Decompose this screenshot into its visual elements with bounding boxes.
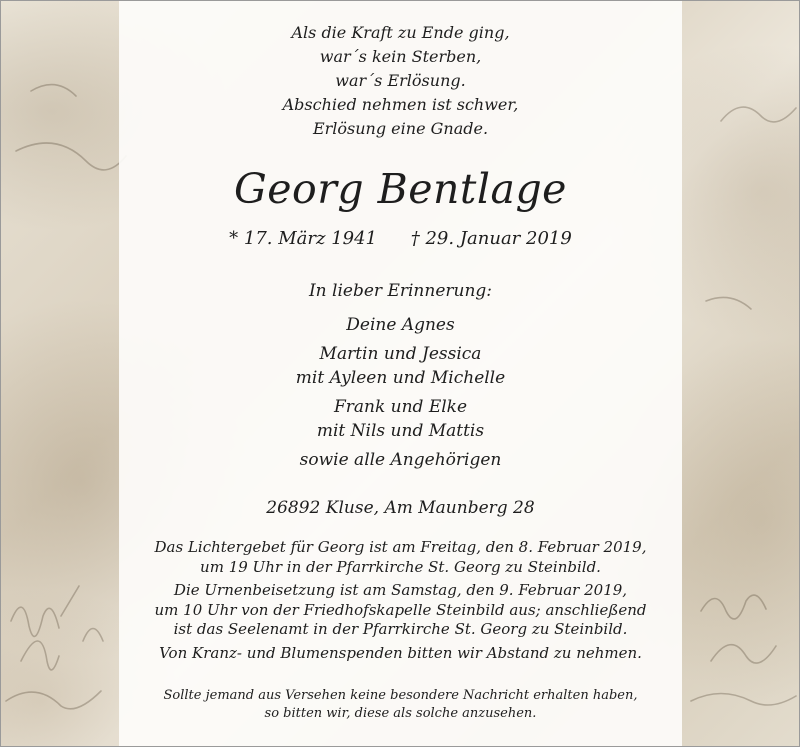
service-notices	[119, 538, 682, 667]
mourner-group	[119, 395, 682, 443]
footnote-line: Sollte jemand aus Versehen keine besondere Nachricht erhalten haben,	[163, 688, 638, 703]
poem-line: war´s Erlösung.	[335, 71, 466, 90]
life-dates	[119, 226, 682, 252]
poem-line: war´s kein Sterben,	[319, 47, 482, 66]
mourner-line: mit Ayleen und Michelle	[295, 368, 506, 388]
mourner-group	[119, 342, 682, 390]
notice-line: um 10 Uhr von der Friedhofskapelle Steinbild aus; anschließend	[154, 600, 647, 619]
text-panel	[119, 1, 682, 747]
mourner-group	[119, 313, 682, 337]
notice-line: Von Kranz- und Blumenspenden bitten wir Abstand zu nehmen.	[159, 643, 642, 662]
notice-line: ist das Seelenamt in der Pfarrkirche St. Georg zu Steinbild.	[173, 620, 628, 638]
notice-block	[119, 538, 682, 577]
mourner-group	[119, 448, 682, 472]
address: 26892 Kluse, Am Maunberg 28	[266, 498, 535, 518]
notice-line: Die Urnenbeisetzung ist am Samstag, den 9. Februar 2019,	[173, 581, 628, 599]
mourner-line: Martin und Jessica	[319, 344, 482, 364]
mourners-intro: In lieber Erinnerung:	[308, 281, 493, 301]
mourner-line: Deine Agnes	[346, 315, 455, 335]
poem-line: Erlösung eine Gnade.	[312, 119, 489, 138]
death-date: † 29. Januar 2019	[410, 228, 572, 249]
mourner-line: sowie alle Angehörigen	[299, 450, 502, 470]
notice-block	[119, 644, 682, 664]
poem-line: Als die Kraft zu Ende ging,	[291, 23, 510, 42]
birth-date: * 17. März 1941	[229, 228, 378, 249]
mourner-line: mit Nils und Mattis	[316, 421, 485, 441]
notice-line: um 19 Uhr in der Pfarrkirche St. Georg zu Steinbild.	[200, 557, 601, 576]
mourners	[119, 279, 682, 477]
poem-line: Abschied nehmen ist schwer,	[282, 95, 519, 114]
notice-block	[119, 581, 682, 640]
footnote-line: so bitten wir, diese als solche anzusehen.	[264, 706, 537, 721]
mourner-line: Frank und Elke	[333, 397, 468, 417]
notice-line: Das Lichtergebet für Georg ist am Freitag, den 8. Februar 2019,	[154, 538, 647, 556]
deceased-name: Georg Bentlage	[234, 165, 567, 213]
footnote	[119, 687, 682, 723]
poem	[119, 21, 682, 141]
